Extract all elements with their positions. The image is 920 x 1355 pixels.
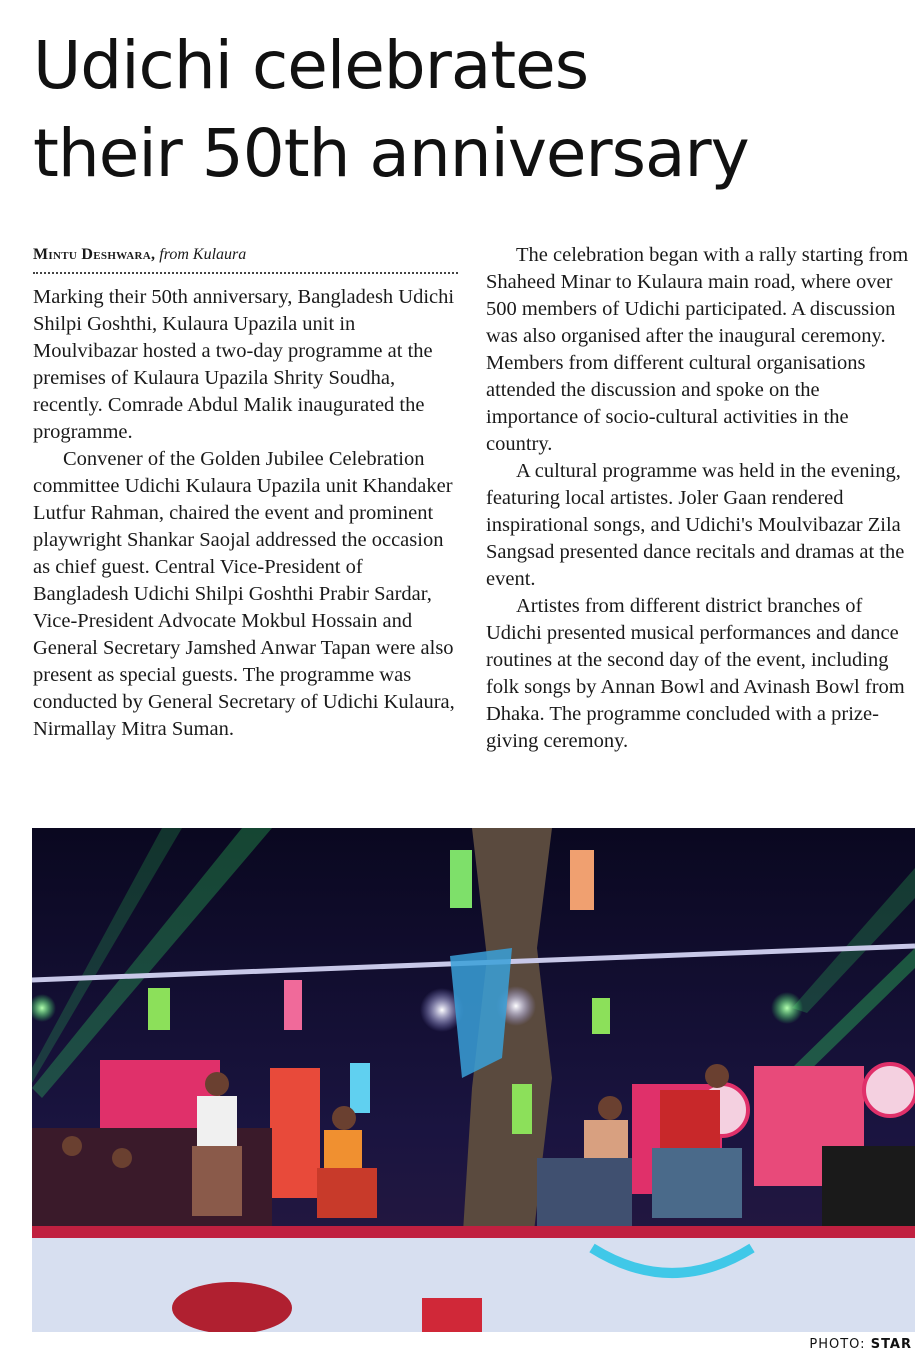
stage-decoration xyxy=(172,1282,292,1332)
photo-credit-label: PHOTO: xyxy=(809,1337,866,1352)
photo-credit-source: STAR xyxy=(870,1337,912,1352)
paragraph: Convener of the Golden Jubilee Celebration committee Udichi Kulaura Upazila unit Khandaker Lutfur Rahman, chaired the event and prominent playwright Shankar Saojal addressed the occasion as chief guest. Central Vice-President of Bangladesh Udichi Shilpi Goshthi Prabir Sardar, Vice-President Advocate Mokbul Hossain and General Secretary Jamshed Anwar Tapan were also present as special guests. The programme was conducted by General Secretary of Udichi Kulaura, Nirmallay Mitra Suman. xyxy=(33,448,455,740)
stage-lamp xyxy=(771,992,803,1024)
byline-divider xyxy=(33,272,458,274)
stage-decoration xyxy=(422,1298,482,1332)
dateline-location: from Kulaura xyxy=(159,246,247,263)
lantern xyxy=(570,850,594,910)
byline xyxy=(33,244,458,266)
audience-member xyxy=(62,1136,82,1156)
lantern xyxy=(592,998,610,1034)
headline-line-1: Udichi celebrates xyxy=(33,27,589,104)
event-photo xyxy=(32,828,915,1332)
lantern xyxy=(284,980,302,1030)
paragraph: The celebration began with a rally starting from Shaheed Minar to Kulaura main road, where over 500 members of Udichi participated. A discussion was also organised after the inaugural ceremony. Members from different cultural organisations attended the discussion and spoke on the importance of socio-cultural activities in the country. xyxy=(486,244,909,455)
backdrop-panel xyxy=(270,1068,320,1198)
paragraph: Marking their 50th anniversary, Bangladesh Udichi Shilpi Goshthi, Kulaura Upazila unit in Moulvibazar hosted a two-day programme at the premises of Kulaura Upazila Shrity Soudha, recently. Comrade Abdul Malik inaugurated the programme. xyxy=(33,286,455,443)
lantern xyxy=(350,1063,370,1113)
author: Mintu Deshwara, xyxy=(33,246,156,263)
lantern xyxy=(450,850,472,908)
left-column xyxy=(33,284,458,743)
audience-member xyxy=(112,1148,132,1168)
headline xyxy=(33,22,913,198)
paragraph: Artistes from different district branches of Udichi presented musical performances and dance routines at the second day of the event, including folk songs by Annan Bowl and Avinash Bowl from Dhaka. The programme concluded with a prize-giving ceremony. xyxy=(486,595,905,752)
stage-edge xyxy=(32,1226,915,1238)
photo-credit xyxy=(809,1337,912,1352)
stage-performance-illustration xyxy=(32,828,915,1332)
paragraph: A cultural programme was held in the evening, featuring local artistes. Joler Gaan rendered inspirational songs, and Udichi's Moulvibazar Zila Sangsad presented dance recitals and dramas at the event. xyxy=(486,460,905,590)
right-column xyxy=(486,242,911,755)
lantern xyxy=(148,988,170,1030)
lantern xyxy=(512,1084,532,1134)
decorative-wheel xyxy=(864,1064,915,1116)
headline-line-2: their 50th anniversary xyxy=(33,115,749,192)
